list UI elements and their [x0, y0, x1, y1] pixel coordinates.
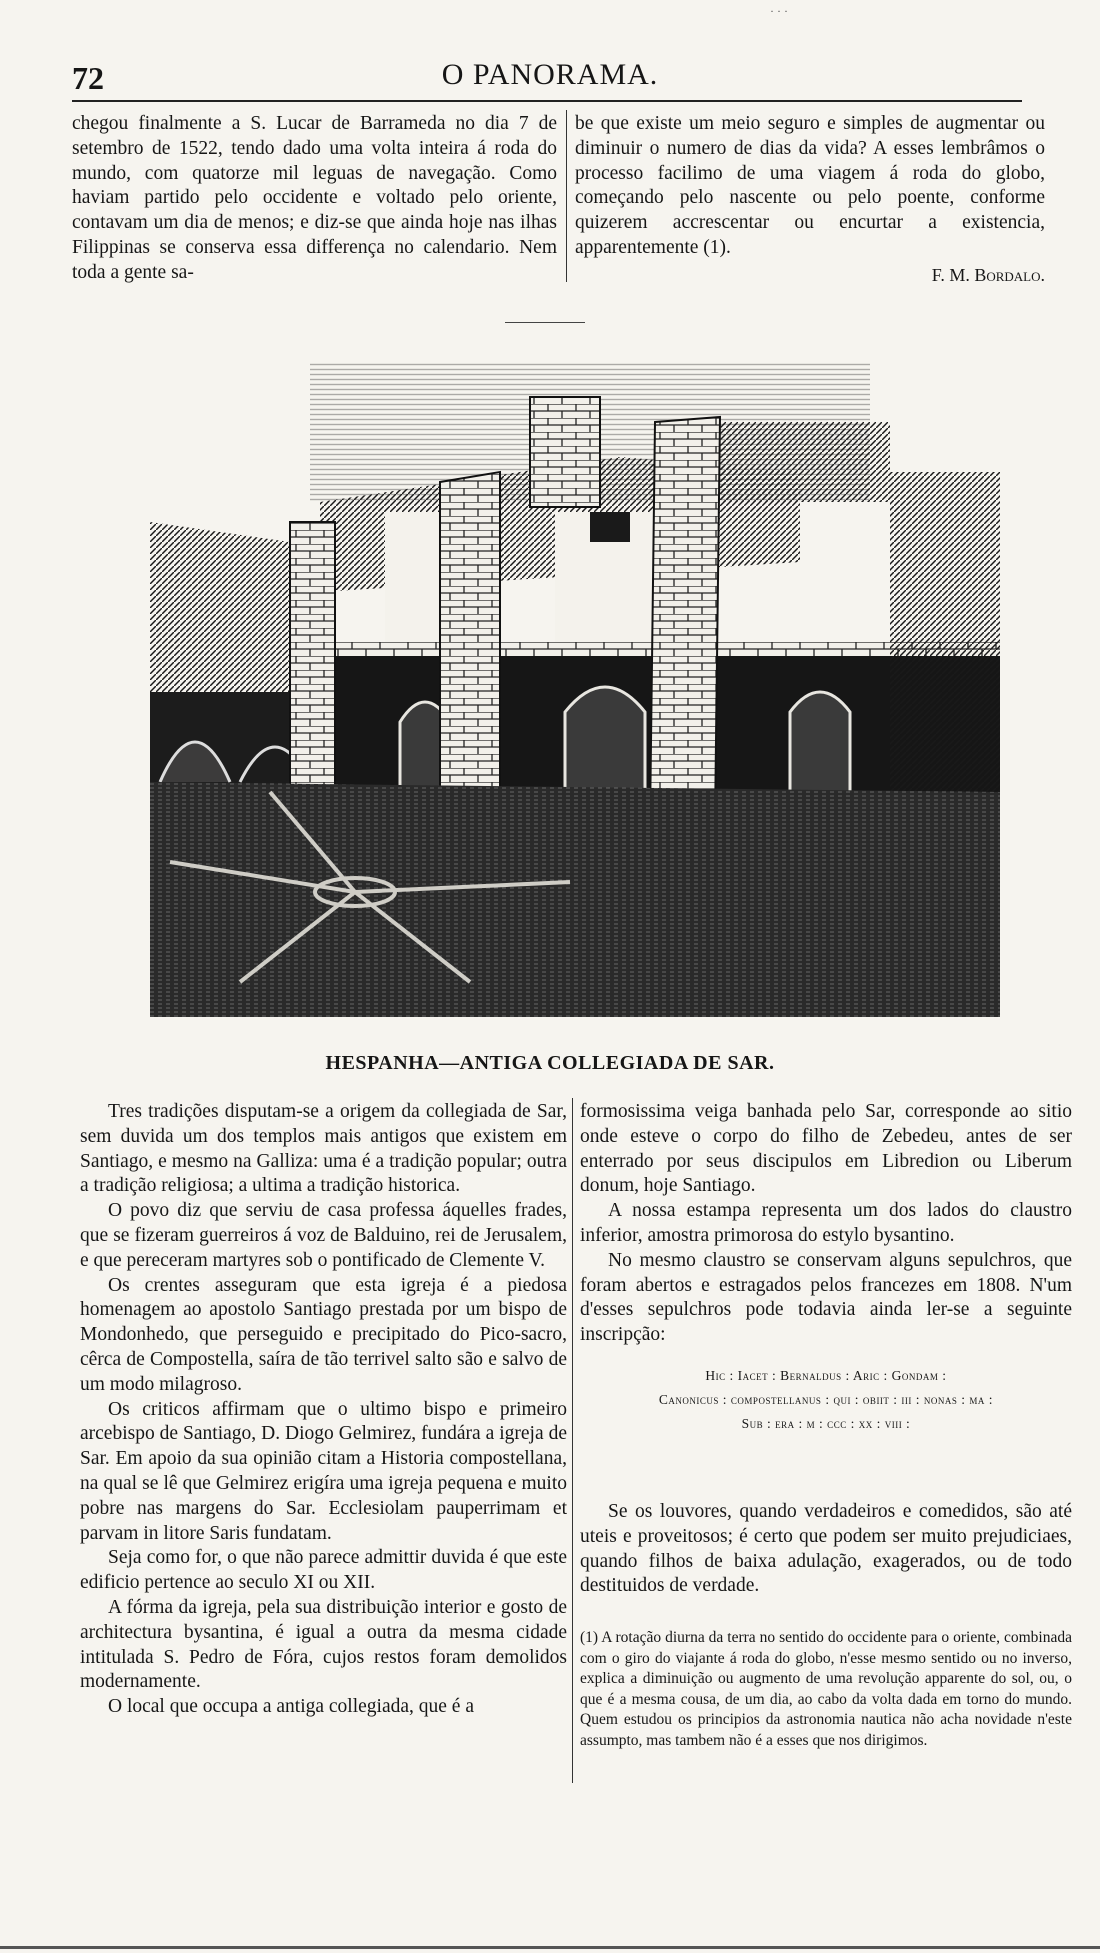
paragraph: O local que occupa a antiga collegiada, que é a [108, 1696, 474, 1718]
signature-surname: Bordalo. [974, 264, 1045, 285]
illustration-caption: HESPANHA—ANTIGA COLLEGIADA DE SAR. [325, 1052, 775, 1074]
paragraph: O povo diz que serviu de casa professa áquelles frades, que se fizeram guerreiros á voz de Balduino, rei de Jerusalem, e que pereceram martyres sob o pontificado de Clemente V. [80, 1200, 567, 1271]
paragraph: A nossa estampa representa um dos lados do claustro inferior, amostra primorosa do estylo bysantino. [580, 1200, 1072, 1246]
signature-initials: F. M. [931, 264, 970, 285]
header-rule [72, 100, 1022, 102]
footnote-block [580, 1628, 1072, 1767]
closing-block [580, 1500, 1072, 1599]
paragraph: be que existe um meio seguro e simples de augmentar ou diminuir o numero de dias da vida? A esses lembrâmos o processo facilimo de uma viagem á roda do globo, começando pelo nascente ou pelo poente, conforme quizerem accrescentar ou encurtar a existencia, apparentemente (1). [575, 113, 1045, 258]
separator-rule [505, 322, 585, 323]
paragraph: formosissima veiga banhada pelo Sar, corresponde ao sitio onde esteve o corpo do filho de Zebedeu, antes de ser enterrado por seus discipulos em Libredion ou Liberum donum, hoje Santiago. [580, 1101, 1072, 1197]
top-right-column [575, 112, 1045, 288]
bottom-left-column [80, 1100, 567, 1720]
paragraph: chegou finalmente a S. Lucar de Barrameda no dia 7 de setembro de 1522, tendo dado uma volta inteira á roda do mundo, com quatorze mil leguas de navegação. Como haviam partido pelo occidente e voltado pelo oriente, contavam um dia de menos; e diz-se que ainda hoje nas ilhas Filippinas se conserva essa differença no calendario. Nem toda a gente sa- [72, 113, 557, 283]
paragraph: Os criticos affirmam que o ultimo bispo e primeiro arcebispo de Santiago, D. Diogo Gelmirez, fundára a igreja de Sar. Em apoio da sua opinião citam a Historia compostellana, na qual se lê que Gelmirez erigíra uma igreja pequena e muito pobre nas margens do Sar. Ecclesiolam pauperrimam et parvam in litore Saris fundatam. [80, 1398, 567, 1544]
inscription-line: Canonicus : compostellanus : qui : obiit : iii : nonas : ma : [658, 1391, 994, 1407]
paragraph: A fórma da igreja, pela sua distribuição interior e gosto de architectura bysantina, é igual a outra da mesma cidade intitulada S. Pedro de Fóra, cujos restos foram demolidos modernamente. [80, 1596, 567, 1693]
page-bottom-edge [0, 1946, 1100, 1949]
running-title: O PANORAMA. [441, 58, 659, 91]
inscription-line: Sub : era : m : ccc : xx : viii : [741, 1415, 911, 1431]
footnote: (1) A rotação diurna da terra no sentido do occidente para o oriente, combinada com o giro do viajante á roda do globo, n'esse mesmo sentido ou no inverso, explica a diminuição ou augmento de uma revolução apparente do sol, ou, o que é a mesma cousa, de um dia, ao cabo da volta dada em torno do mundo. Quem estudou os principios da astronomia nautica não acha novidade n'este assumpto, mas tambem não é a esses que nos dirigimos. [580, 1629, 1072, 1749]
cloister-engraving [150, 362, 1000, 1017]
closing-paragraph: Se os louvores, quando verdadeiros e comedidos, são até uteis e proveitosos; é certo que podem ser muito prejudiciaes, quando filhos de baixa adulação, exagerados, ou de todo destituidos de verdade. [580, 1501, 1072, 1597]
page-number: 72 [72, 60, 104, 96]
paragraph: Seja como for, o que não parece admittir duvida é que este edificio pertence ao seculo XI ou XII. [80, 1547, 567, 1594]
paragraph: Os crentes asseguram que esta igreja é a piedosa homenagem ao apostolo Santiago prestada por um bispo de Mondonhedo, que perseguido e precipitado do Pico-sacro, cêrca de Compostella, saíra de tão terrivel salto são e salvo de um modo milagroso. [80, 1274, 567, 1395]
bottom-right-column [580, 1100, 1072, 1436]
paragraph: No mesmo claustro se conservam alguns sepulchros, que foram abertos e estragados pelos francezes em 1808. N'um d'esses sepulchros pode todavia ainda ler-se a seguinte inscripção: [580, 1249, 1072, 1346]
inscription-line: Hic : Iacet : Bernaldus : Aric : Gondam : [705, 1367, 947, 1383]
column-divider [566, 110, 567, 282]
column-divider [572, 1098, 573, 1783]
inscription [580, 1364, 1072, 1436]
margin-marks: · · · [770, 4, 788, 18]
signature [575, 263, 1045, 288]
top-left-column [72, 112, 557, 286]
paragraph: Tres tradições disputam-se a origem da collegiada de Sar, sem duvida um dos templos mais antigos que existem em Santiago, e mesmo na Galliza: uma é a tradição popular; outra a tradição religiosa; a ultima a tradição historica. [80, 1101, 567, 1197]
